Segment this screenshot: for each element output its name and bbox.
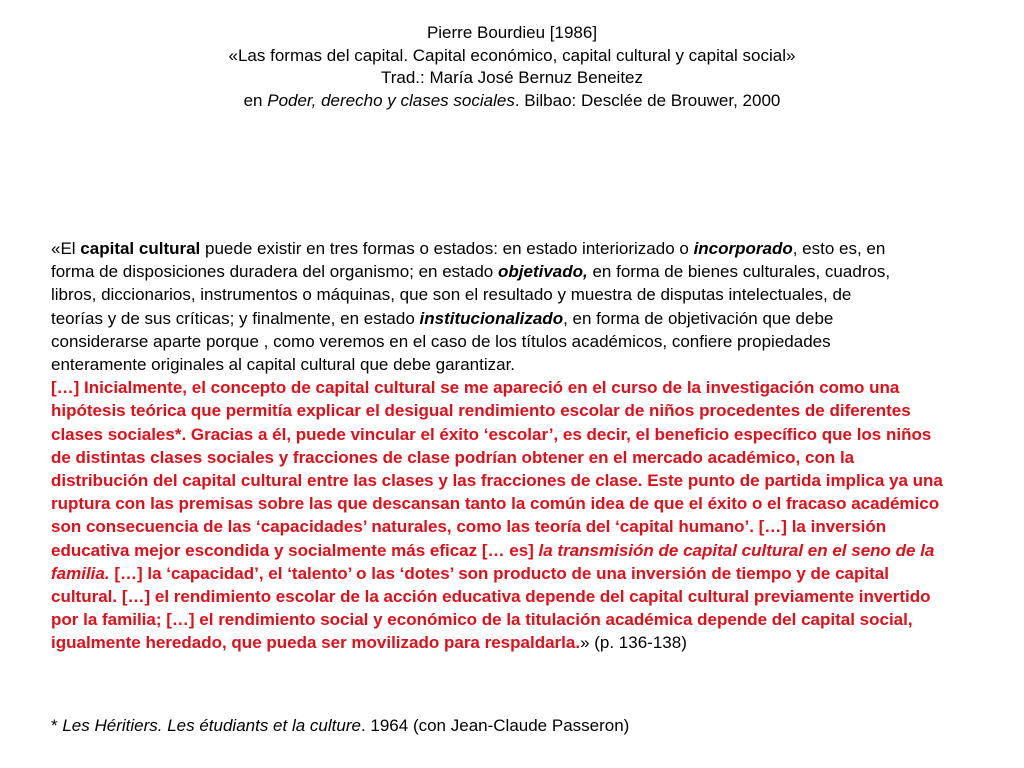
highlight-line: […] Inicialmente, el concepto de capital cultural se me apareció en el curso de la investigación como una <box>51 378 900 398</box>
highlight-line <box>51 631 961 654</box>
text-run: puede existir en tres formas o estados: en estado interiorizado o <box>200 239 694 258</box>
text-run: forma de disposiciones duradera del organismo; en estado <box>51 262 498 282</box>
text-run: , en forma de objetivación que debe <box>563 308 834 328</box>
quote-line <box>51 307 961 330</box>
quote-line <box>51 237 961 260</box>
quote-block <box>51 237 961 655</box>
footnote-suffix: . 1964 (con Jean-Claude Passeron) <box>360 716 630 735</box>
emphasis-familia: familia. <box>51 563 110 583</box>
footnote <box>51 714 629 737</box>
translator-line: Trad.: María José Bernuz Beneitez <box>380 68 644 87</box>
page-reference: » (p. 136-138) <box>580 633 687 653</box>
highlight-line <box>51 562 961 585</box>
quote-line: libros, diccionarios, instrumentos o máquinas, que son el resultado y muestra de disputas intelectuales, de <box>51 285 852 305</box>
highlight-line: cultural. […] el rendimiento escolar de la acción educativa depende del capital cultural previamente invertido <box>51 587 931 607</box>
highlight-line <box>51 539 961 562</box>
text-run: teorías y de sus críticas; y finalmente, en estado <box>51 308 420 328</box>
highlight-line: clases sociales*. Gracias a él, puede vincular el éxito ‘escolar’, es decir, el beneficio específico que los niños <box>51 424 932 444</box>
footnote-marker: * <box>51 716 63 735</box>
quote-line: enteramente originales al capital cultural que debe garantizar. <box>51 355 516 375</box>
text-run: en forma de bienes culturales, cuadros, <box>587 262 891 282</box>
text-run: «El <box>51 239 81 258</box>
term-institucionalizado: institucionalizado <box>419 308 564 328</box>
highlight-line: distribución del capital cultural entre las clases y las fracciones de clase. Este punto de partida implica ya una <box>51 471 943 491</box>
publication-suffix: . Bilbao: Desclée de Brouwer, 2000 <box>514 90 781 110</box>
article-title: «Las formas del capital. Capital económico, capital cultural y capital social» <box>228 45 796 65</box>
text-run: , esto es, en <box>792 239 886 258</box>
text-run: educativa mejor escondida y socialmente más eficaz [… es] <box>51 540 539 560</box>
highlight-line: son consecuencia de las ‘capacidades’ naturales, como las teoría del ‘capital humano’. […] la inversión <box>51 517 887 537</box>
text-run: […] la ‘capacidad’, el ‘talento’ o las ‘dotes’ son producto de una inversión de tiempo y de capital <box>109 563 889 583</box>
publication-prefix: en <box>243 90 268 110</box>
highlight-line: ruptura con las premisas sobre las que descansan tanto la común idea de que el éxito o el fracaso académico <box>51 494 940 514</box>
highlight-line: de distintas clases sociales y fracciones de clase podrían obtener en el mercado académico, con la <box>51 447 855 467</box>
term-capital-cultural: capital cultural <box>80 239 201 258</box>
citation-header <box>0 22 1024 112</box>
footnote-book-title: Les Héritiers. Les étudiants et la culture <box>62 716 361 735</box>
term-incorporado: incorporado <box>693 239 793 258</box>
highlight-line: hipótesis teórica que permitía explicar el desigual rendimiento escolar de niños procedentes de diferentes <box>51 401 911 421</box>
highlight-line: por la familia; […] el rendimiento social y económico de la titulación académica depende del capital social, <box>51 610 913 630</box>
publication-line <box>0 90 1024 113</box>
author-line: Pierre Bourdieu [1986] <box>426 23 598 42</box>
emphasis-transmision: la transmisión de capital cultural en el seno de la <box>538 540 935 560</box>
text-run: igualmente heredado, que pueda ser movilizado para respaldarla. <box>51 633 581 653</box>
book-title: Poder, derecho y clases sociales <box>267 90 515 110</box>
quote-line: considerarse aparte porque , como veremos en el caso de los títulos académicos, confiere propiedades <box>51 331 831 351</box>
term-objetivado: objetivado, <box>498 262 588 282</box>
quote-line <box>51 260 961 283</box>
